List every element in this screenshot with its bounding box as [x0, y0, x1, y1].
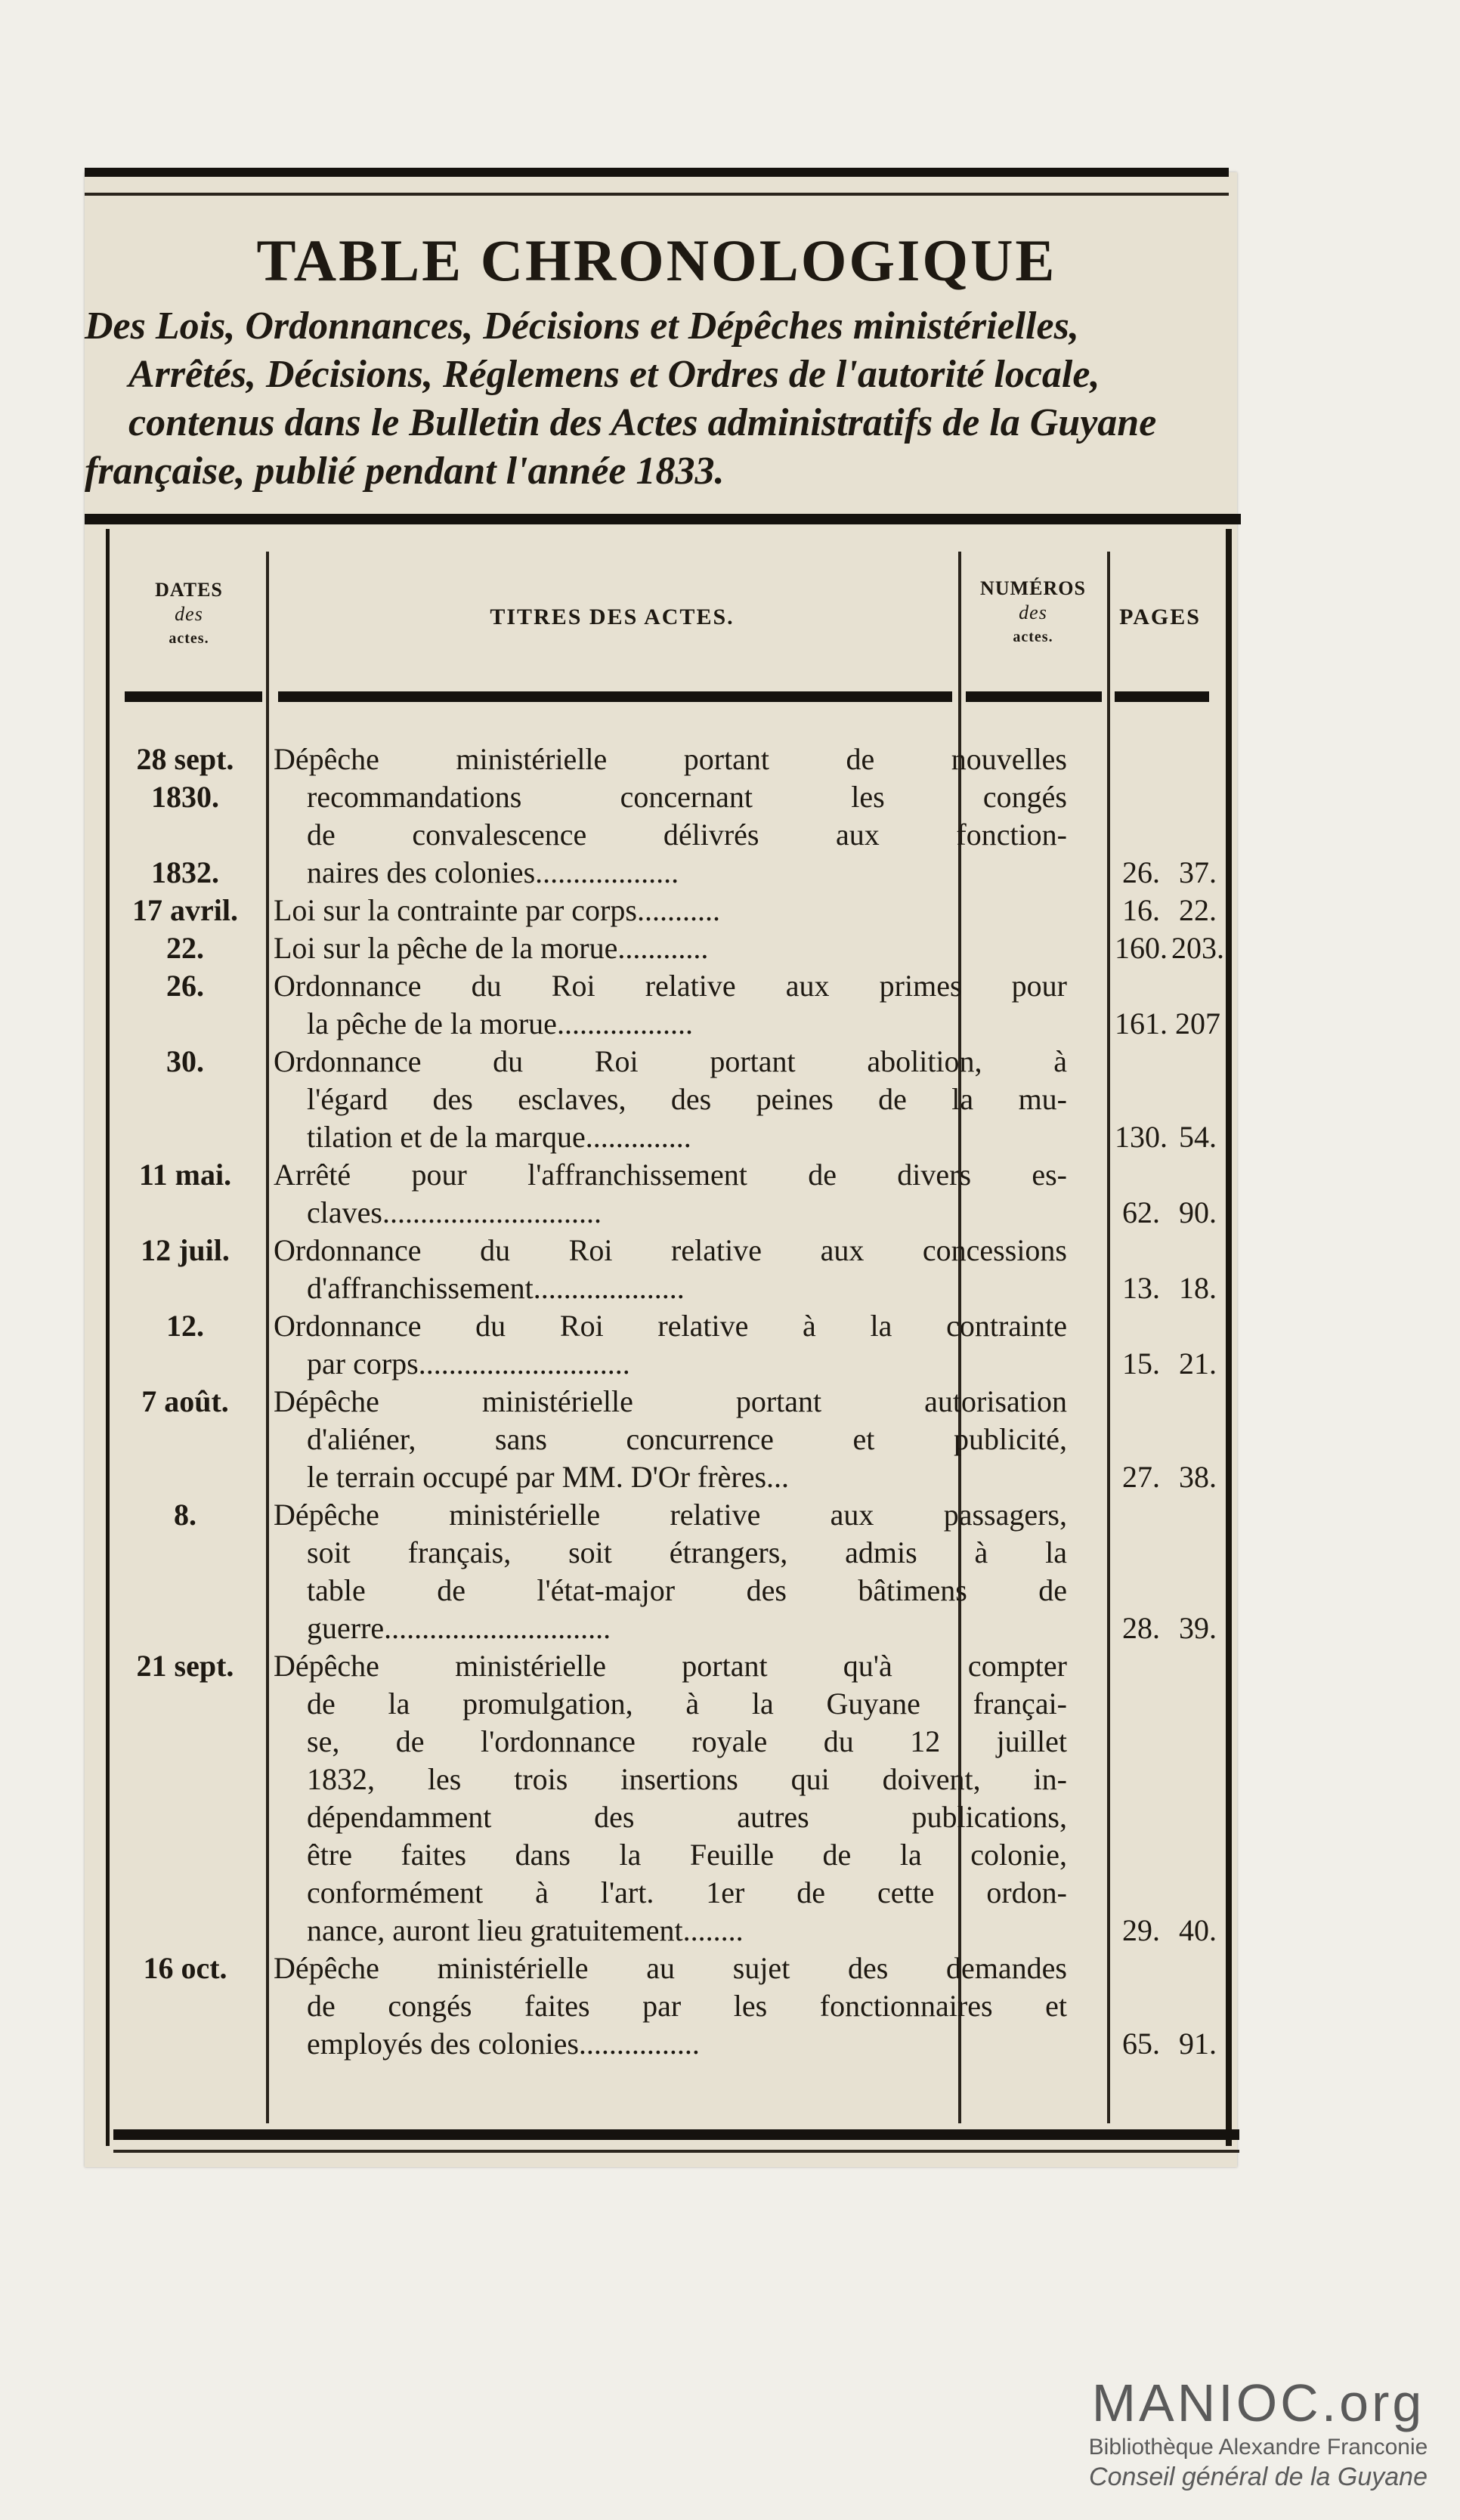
- row-title-line: Ordonnance du Roi relative à la contrainte: [274, 1309, 1067, 1343]
- row-title-line: table de l'état-major des bâtimens de: [307, 1573, 1067, 1607]
- manioc-logo: [1081, 2373, 1436, 2492]
- row-title-line: Dépêche ministérielle portant de nouvelles: [274, 742, 1067, 776]
- bottom-rule: [113, 2129, 1239, 2140]
- header-numeros-line: NUMÉROS: [980, 577, 1086, 599]
- row-title: [274, 1232, 1067, 1307]
- header-underline: [966, 691, 1102, 702]
- row-title-line: Loi sur la contrainte par corps...........: [274, 893, 720, 927]
- row-page-number: 39.: [1179, 1611, 1217, 1645]
- header-titles: TITRES DES ACTES.: [490, 604, 735, 629]
- row-title-line: par corps............................: [307, 1347, 630, 1381]
- row-title-line: Ordonnance du Roi relative aux primes pour: [274, 969, 1067, 1003]
- row-title-line: naires des colonies...................: [307, 855, 679, 889]
- row-date-text: 7 août.: [141, 1384, 229, 1418]
- row-title-line: nance, auront lieu gratuitement........: [307, 1913, 744, 1947]
- bottom-rule-thin: [113, 2150, 1239, 2153]
- column-separator: [266, 552, 269, 2123]
- subtitle-line: Des Lois, Ordonnances, Décisions et Dépêches ministérielles,: [85, 305, 1079, 348]
- row-title: [274, 967, 1067, 1043]
- row-page-number: 21.: [1179, 1347, 1217, 1381]
- row-act-number: 65.: [1122, 2027, 1160, 2061]
- row-act-number: 28.: [1122, 1611, 1160, 1645]
- row-date-text: 16 oct.: [143, 1951, 227, 1985]
- row-date: [113, 967, 257, 1005]
- row-title: [274, 1950, 1067, 2063]
- row-act-number: 27.: [1122, 1460, 1160, 1494]
- subtitle-line: contenus dans le Bulletin des Actes administratifs de la Guyane: [128, 401, 1157, 444]
- row-date: [113, 1043, 257, 1081]
- row-date: [113, 741, 257, 892]
- row-page-number: 38.: [1179, 1460, 1217, 1494]
- row-title-line: employés des colonies................: [307, 2027, 700, 2061]
- row-act-number: 16.: [1122, 893, 1160, 927]
- row-date-text: 17 avril.: [132, 893, 238, 927]
- header-underline: [125, 691, 262, 702]
- row-title-line: Ordonnance du Roi relative aux concessions: [274, 1233, 1067, 1267]
- header-numeros: [961, 577, 1105, 649]
- row-title-line: claves.............................: [307, 1195, 602, 1229]
- top-rule-thin: [85, 193, 1229, 196]
- row-act-number: 161.: [1115, 1006, 1168, 1040]
- row-date: [113, 1307, 257, 1345]
- row-title-line: conformément à l'art. 1er de cette ordon-: [307, 1875, 1067, 1909]
- row-title-line: Dépêche ministérielle portant qu'à compter: [274, 1649, 1067, 1683]
- row-date-text: 21 sept.: [136, 1649, 234, 1683]
- row-date: [113, 1647, 257, 1685]
- row-date-text: 12.: [166, 1309, 204, 1343]
- row-page-number: 90.: [1179, 1195, 1217, 1229]
- row-title-line: soit français, soit étrangers, admis à la: [307, 1535, 1067, 1569]
- row-title-line: se, de l'ordonnance royale du 12 juillet: [307, 1724, 1067, 1758]
- row-title-line: recommandations concernant les congés: [307, 780, 1067, 814]
- header-rule: [85, 514, 1241, 524]
- row-act-number: 26.: [1122, 855, 1160, 889]
- row-title-line: être faites dans la Feuille de la colonie,: [307, 1838, 1067, 1872]
- row-page-number: 203.: [1171, 931, 1224, 965]
- header-underline: [1115, 691, 1209, 702]
- row-page-number: 37.: [1179, 855, 1217, 889]
- row-title-line: tilation et de la marque..............: [307, 1120, 691, 1154]
- header-dates-line: DATES: [155, 579, 223, 601]
- row-page-number: 22.: [1179, 893, 1217, 927]
- row-date: [113, 1383, 257, 1421]
- row-act-number: 13.: [1122, 1271, 1160, 1305]
- row-title-line: le terrain occupé par MM. D'Or frères...: [307, 1460, 790, 1494]
- row-title-line: Dépêche ministérielle relative aux passagers,: [274, 1498, 1067, 1532]
- row-date-year: 1832.: [151, 855, 219, 889]
- row-title-line: de convalescence délivrés aux fonction-: [307, 818, 1067, 852]
- header-pages: PAGES: [1119, 604, 1201, 629]
- row-title: [274, 1383, 1067, 1496]
- header-dates-line: actes.: [169, 630, 209, 647]
- row-title: [274, 929, 1067, 967]
- row-date-text: 28 sept.: [136, 742, 234, 776]
- header-numeros-line: des: [1019, 601, 1047, 623]
- top-rule: [85, 168, 1229, 177]
- row-act-number: 62.: [1122, 1195, 1160, 1229]
- row-title-line: la pêche de la morue..................: [307, 1006, 693, 1040]
- header-numeros-line: actes.: [1013, 629, 1053, 645]
- row-date-year: 1830.: [151, 780, 219, 814]
- logo-line-council: Conseil général de la Guyane: [1089, 2463, 1428, 2491]
- row-title-line: Ordonnance du Roi portant abolition, à: [274, 1044, 1067, 1078]
- page-subtitle: [85, 302, 1252, 496]
- row-title: [274, 892, 1067, 929]
- row-date: [113, 892, 257, 929]
- row-title-line: Loi sur la pêche de la morue............: [274, 931, 709, 965]
- row-title: [274, 1496, 1067, 1647]
- row-date: [113, 1950, 257, 1987]
- row-page-number: 91.: [1179, 2027, 1217, 2061]
- row-title-line: guerre..............................: [307, 1611, 611, 1645]
- header-dates-line: des: [175, 603, 203, 625]
- row-page-number: 207: [1175, 1006, 1220, 1040]
- row-title: [274, 1043, 1067, 1156]
- header-underline: [278, 691, 952, 702]
- row-title-line: 1832, les trois insertions qui doivent, in-: [307, 1762, 1067, 1796]
- row-date: [113, 1156, 257, 1194]
- row-title-line: Arrêté pour l'affranchissement de divers es-: [274, 1158, 1067, 1192]
- row-date: [113, 929, 257, 967]
- row-title-line: d'affranchissement....................: [307, 1271, 685, 1305]
- logo-line-library: Bibliothèque Alexandre Franconie: [1088, 2435, 1428, 2460]
- row-act-number: 130.: [1115, 1120, 1168, 1154]
- row-date: [113, 1496, 257, 1534]
- logo-brand: MANIOC.org: [1091, 2373, 1425, 2432]
- subtitle-line: française, publié pendant l'année 1833.: [85, 450, 725, 493]
- row-date-text: 8.: [174, 1498, 196, 1532]
- row-act-number: 29.: [1122, 1913, 1160, 1947]
- row-date-text: 26.: [166, 969, 204, 1003]
- row-title-line: d'aliéner, sans concurrence et publicité,: [307, 1422, 1067, 1456]
- row-title-line: dépendamment des autres publications,: [307, 1800, 1067, 1834]
- row-date-text: 11 mai.: [138, 1158, 232, 1192]
- row-date: [113, 1232, 257, 1269]
- row-title-line: de la promulgation, à la Guyane françai-: [307, 1687, 1067, 1721]
- row-date-text: 12 juil.: [141, 1233, 230, 1267]
- header-dates: [117, 578, 261, 651]
- row-page-number: 18.: [1179, 1271, 1217, 1305]
- row-title-line: de congés faites par les fonctionnaires et: [307, 1989, 1067, 2023]
- row-title-line: Dépêche ministérielle au sujet des demandes: [274, 1951, 1067, 1985]
- column-separator: [1107, 552, 1110, 2123]
- row-date-text: 22.: [166, 931, 204, 965]
- row-act-number: 160.: [1115, 931, 1168, 965]
- row-page-number: 54.: [1179, 1120, 1217, 1154]
- subtitle-line: Arrêtés, Décisions, Réglemens et Ordres de l'autorité locale,: [128, 353, 1100, 396]
- row-page-number: 40.: [1179, 1913, 1217, 1947]
- row-act-number: 15.: [1122, 1347, 1160, 1381]
- row-date-text: 30.: [166, 1044, 204, 1078]
- row-title: [274, 1647, 1067, 1950]
- row-title: [274, 1307, 1067, 1383]
- row-title-line: Dépêche ministérielle portant autorisation: [274, 1384, 1067, 1418]
- row-title-line: l'égard des esclaves, des peines de la mu-: [307, 1082, 1067, 1116]
- row-title: [274, 741, 1067, 892]
- page-title: TABLE CHRONOLOGIQUE: [256, 227, 1057, 293]
- row-title: [274, 1156, 1067, 1232]
